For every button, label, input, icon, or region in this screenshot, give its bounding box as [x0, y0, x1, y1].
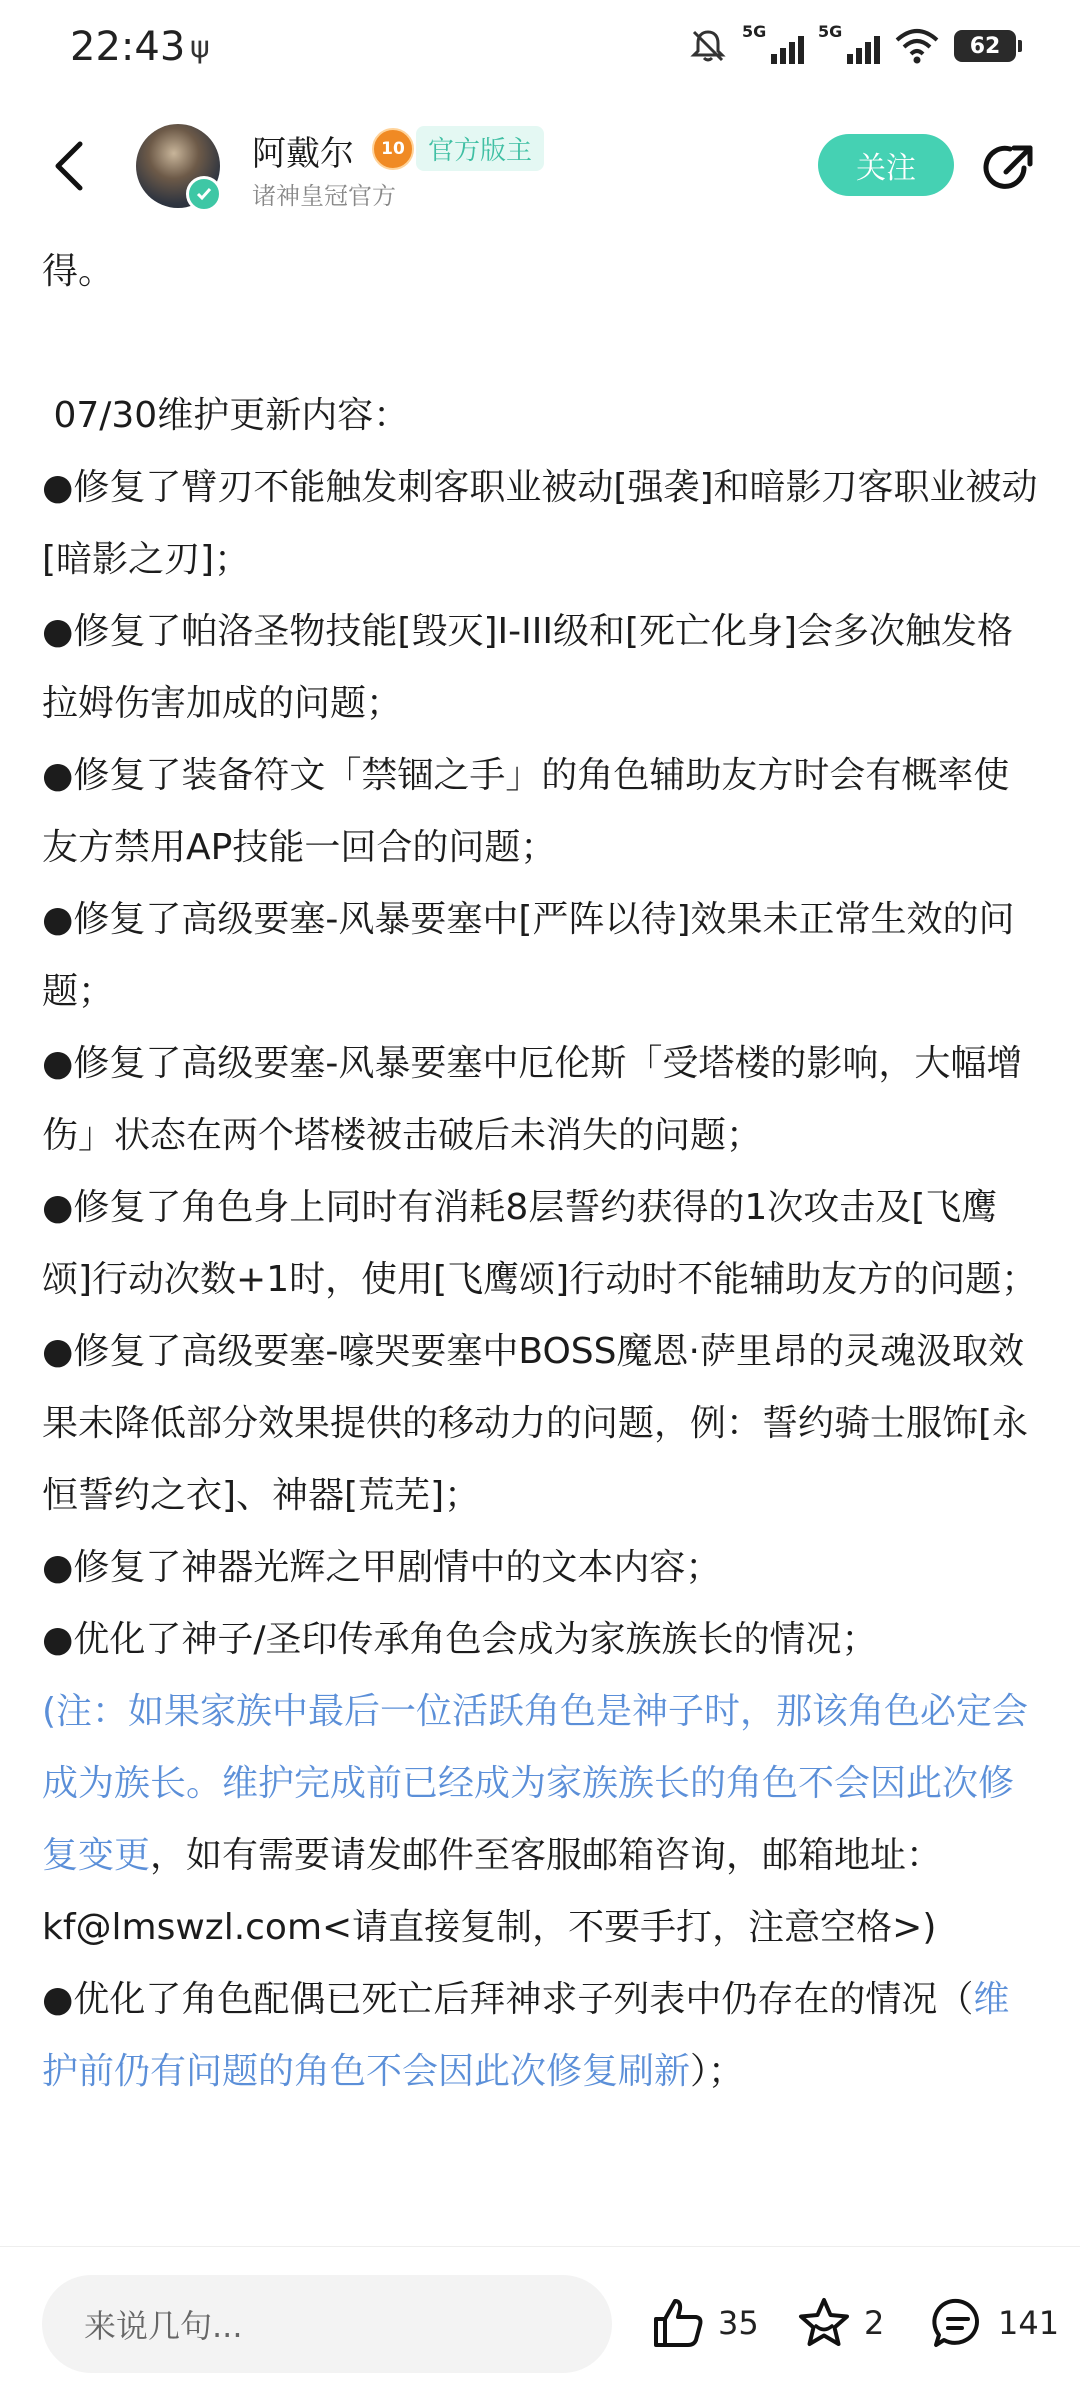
- update-item: ●修复了高级要塞-嚎哭要塞中BOSS魔恩·萨里昂的灵魂汲取效果未降低部分效果提供的移动力的问题，例：誓约骑士服饰[永恒誓约之衣]、神器[荒芜]；: [42, 1331, 1029, 1516]
- note-highlight: 注：如果家族中最后一位活跃角色是神子时，那该角色必定会成为族长。维护完成前已经成为家族族长的角色不会因此次修复变更: [42, 1691, 1029, 1876]
- update-item: ●修复了臂刃不能触发刺客职业被动[强袭]和暗影刀客职业被动[暗影之刃]；: [42, 467, 1038, 580]
- last-item-highlight: 维护前仍有问题的角色不会因此次修复刷新: [42, 1979, 1010, 2092]
- battery-icon: [954, 30, 1016, 62]
- section-title: 07/30维护更新内容：: [42, 395, 410, 436]
- signal-icon: [742, 22, 804, 66]
- author-subtitle: 诸神皇冠官方: [252, 182, 396, 210]
- update-item: ●修复了高级要塞-风暴要塞中厄伦斯「受塔楼的影响，大幅增伤」状态在两个塔楼被击破后未消失的问题；: [42, 1043, 1023, 1156]
- status-time: 22:43: [70, 24, 186, 70]
- post-content: [42, 236, 1042, 2246]
- last-item-prefix: ●优化了角色配偶已死亡后拜神求子列表中仍存在的情况（: [42, 1979, 974, 2020]
- comment-input[interactable]: 来说几句...: [42, 2275, 612, 2373]
- author-name[interactable]: 阿戴尔: [252, 134, 354, 174]
- comment-icon: [930, 2295, 986, 2351]
- share-icon[interactable]: [980, 138, 1040, 198]
- like-button[interactable]: [650, 2291, 759, 2355]
- blank-line: [42, 308, 1042, 380]
- chevron-left-icon: [50, 140, 90, 192]
- mute-icon: [688, 26, 728, 66]
- thumbs-up-icon: [650, 2295, 706, 2351]
- update-item: ●修复了角色身上同时有消耗8层誓约获得的1次攻击及[飞鹰颂]行动次数+1时，使用[飞鹰颂]行动时不能辅助友方的问题；: [42, 1187, 1038, 1300]
- signal-icon-2: [818, 22, 880, 66]
- network-type-2: 5G: [818, 22, 843, 41]
- intro-tail: 得。: [42, 251, 115, 292]
- comment-button[interactable]: [930, 2291, 1059, 2355]
- follow-button[interactable]: 关注: [818, 134, 954, 196]
- update-item: ●修复了帕洛圣物技能[毁灭]I-III级和[死亡化身]会多次触发格拉姆伤害加成的问题；: [42, 611, 1014, 724]
- network-type-1: 5G: [742, 22, 767, 41]
- favorite-button[interactable]: [796, 2291, 884, 2355]
- level-badge: 10: [372, 128, 414, 170]
- update-item: ●修复了装备符文「禁锢之手」的角色辅助友方时会有概率使友方禁用AP技能一回合的问题；: [42, 755, 1010, 868]
- bottom-bar: [0, 2246, 1080, 2401]
- note-paragraph: [42, 1676, 1042, 1964]
- like-count: 35: [718, 2304, 759, 2342]
- wifi-icon: [894, 26, 940, 66]
- last-item-suffix: ）；: [690, 2051, 745, 2092]
- comment-count: 141: [998, 2304, 1060, 2342]
- update-item-last: [42, 1964, 1042, 2108]
- post-header: [0, 100, 1080, 230]
- battery-level: 62: [969, 33, 1001, 59]
- status-icons: [688, 22, 1016, 66]
- verified-check-icon: [186, 176, 222, 212]
- favorite-count: 2: [864, 2304, 885, 2342]
- update-item: ●修复了高级要塞-风暴要塞中[严阵以待]效果未正常生效的问题；: [42, 899, 1015, 1012]
- status-bar: [0, 0, 1080, 100]
- star-icon: [796, 2295, 852, 2351]
- role-badge: 官方版主: [416, 126, 544, 171]
- note-open: (: [42, 1691, 57, 1732]
- note-rest: ，如有需要请发邮件至客服邮箱咨询，邮箱地址：kf@lmswzl.com<请直接复制，不要手打，注意空格>): [42, 1835, 943, 1948]
- update-item: ●优化了神子/圣印传承角色会成为家族族长的情况；: [42, 1619, 878, 1660]
- update-item: ●修复了神器光辉之甲剧情中的文本内容；: [42, 1547, 722, 1588]
- back-button[interactable]: [40, 136, 100, 196]
- usb-icon: ψ: [190, 30, 210, 65]
